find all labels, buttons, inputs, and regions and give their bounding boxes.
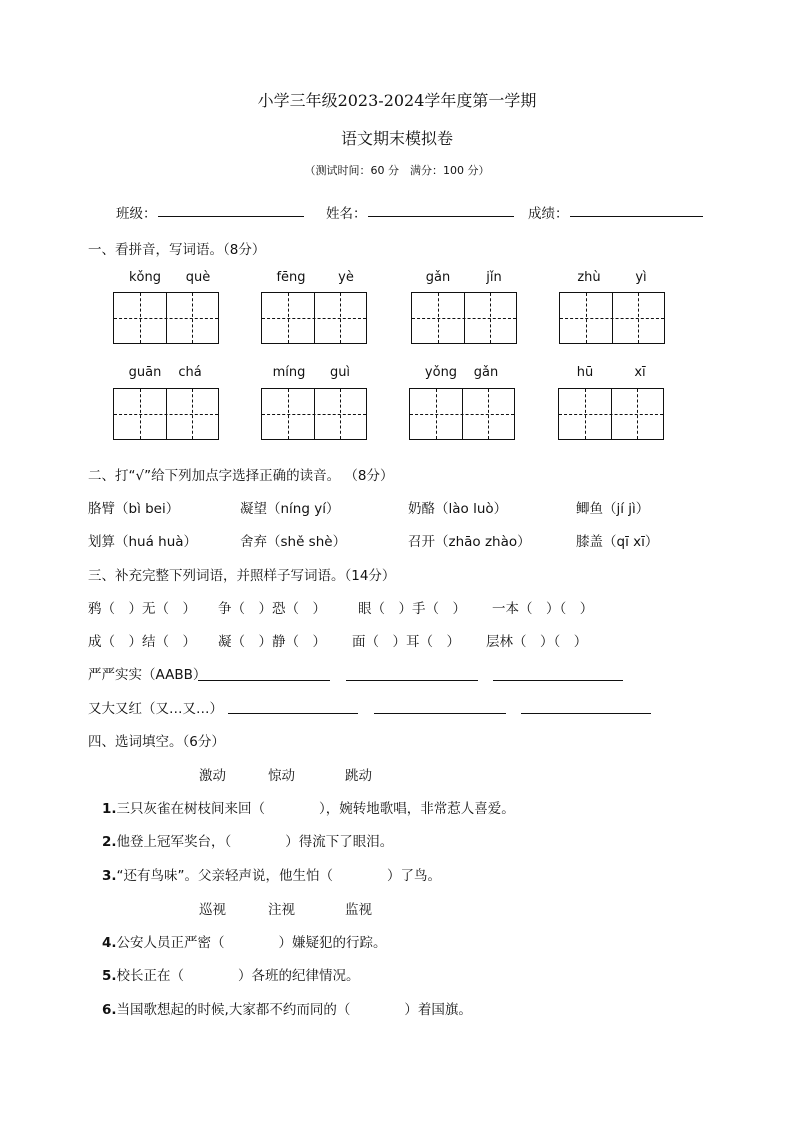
class-label: 班级： bbox=[116, 206, 157, 222]
pinyin-label: jǐn bbox=[486, 270, 502, 285]
pronunciation-item[interactable]: 鲫鱼（jí jì） bbox=[576, 501, 650, 517]
idiom-item[interactable]: 凝（ ）静（ ） bbox=[218, 634, 326, 650]
page-title: 小学三年级2023-2024学年度第一学期 bbox=[257, 91, 537, 110]
pinyin-label: guān bbox=[128, 365, 162, 380]
idiom-item[interactable]: 争（ ）恐（ ） bbox=[218, 601, 326, 617]
pinyin-label: xī bbox=[634, 365, 646, 380]
writing-grid[interactable] bbox=[411, 292, 517, 344]
question-text: 当国歌想起的时候,大家都不约而同的（ ）着国旗。 bbox=[116, 1002, 472, 1018]
question-number: 1. bbox=[102, 801, 117, 817]
pinyin-label: yǒng bbox=[424, 365, 458, 380]
example-youyou-label: 又大又红（又…又…） bbox=[88, 701, 223, 717]
writing-grid[interactable] bbox=[558, 388, 664, 440]
writing-grid[interactable] bbox=[261, 388, 367, 440]
pronunciation-item[interactable]: 膝盖（qī xī） bbox=[576, 534, 659, 550]
section1-heading: 一、看拼音，写词语。（8分） bbox=[88, 242, 266, 258]
idiom-item[interactable]: 眼（ ）手（ ） bbox=[358, 601, 466, 617]
name-label: 姓名： bbox=[326, 206, 367, 222]
question-text: “还有鸟味”。父亲轻声说，他生怕（ ）了鸟。 bbox=[116, 868, 442, 884]
pinyin-label: yì bbox=[635, 270, 647, 285]
pronunciation-item[interactable]: 凝望（níng yí） bbox=[240, 501, 340, 517]
answer-blank[interactable] bbox=[198, 680, 330, 681]
word-choice: 激动 bbox=[199, 768, 226, 784]
answer-blank[interactable] bbox=[493, 680, 623, 681]
pronunciation-item[interactable]: 召开（zhāo zhào） bbox=[408, 534, 531, 550]
idiom-item[interactable]: 层林（ ）（ ） bbox=[486, 634, 588, 650]
pronunciation-item[interactable]: 划算（huá huà） bbox=[88, 534, 198, 550]
question-item[interactable] bbox=[102, 830, 393, 850]
question-item[interactable] bbox=[102, 864, 441, 884]
page-subtitle: 语文期末模拟卷 bbox=[340, 129, 453, 148]
pinyin-label: zhù bbox=[577, 270, 601, 285]
class-blank[interactable] bbox=[158, 216, 304, 217]
section3-heading: 三、补充完整下列词语，并照样子写词语。（14分） bbox=[88, 568, 396, 584]
pinyin-label: gǎn bbox=[473, 365, 499, 380]
pinyin-label: míng bbox=[272, 365, 306, 380]
pinyin-label: kǒng bbox=[129, 270, 161, 285]
name-blank[interactable] bbox=[368, 216, 514, 217]
writing-grid[interactable] bbox=[559, 292, 665, 344]
exam-note: （测试时间：60 分 满分：100 分） bbox=[304, 164, 490, 177]
pronunciation-item[interactable]: 舍弃（shě shè） bbox=[240, 534, 347, 550]
idiom-item[interactable]: 面（ ）耳（ ） bbox=[352, 634, 460, 650]
pinyin-label: fēng bbox=[276, 270, 306, 285]
word-choice: 惊动 bbox=[268, 768, 295, 784]
writing-grid[interactable] bbox=[113, 388, 219, 440]
pinyin-label: guì bbox=[329, 365, 351, 380]
question-item[interactable] bbox=[102, 964, 360, 984]
question-number: 5. bbox=[102, 968, 117, 984]
pinyin-label: chá bbox=[178, 365, 202, 380]
pinyin-label: yè bbox=[338, 270, 354, 285]
section2-heading: 二、打“√”给下列加点字选择正确的读音。 （8分） bbox=[88, 468, 394, 484]
question-item[interactable] bbox=[102, 931, 387, 951]
question-item[interactable] bbox=[102, 998, 472, 1018]
word-choice: 跳动 bbox=[345, 768, 372, 784]
writing-grid[interactable] bbox=[113, 292, 219, 344]
section4-heading: 四、选词填空。（6分） bbox=[88, 734, 225, 750]
pronunciation-item[interactable]: 胳臂（bì bei） bbox=[88, 501, 180, 517]
answer-blank[interactable] bbox=[521, 713, 651, 714]
score-label: 成绩： bbox=[528, 206, 569, 222]
question-text: 校长正在（ ）各班的纪律情况。 bbox=[116, 968, 360, 984]
question-number: 2. bbox=[102, 834, 117, 850]
question-number: 4. bbox=[102, 935, 117, 951]
pronunciation-item[interactable]: 奶酪（lào luò） bbox=[408, 501, 508, 517]
answer-blank[interactable] bbox=[228, 713, 358, 714]
pinyin-label: hū bbox=[576, 365, 594, 380]
question-number: 6. bbox=[102, 1002, 117, 1018]
word-choice: 注视 bbox=[268, 902, 295, 918]
answer-blank[interactable] bbox=[346, 680, 478, 681]
question-text: 公安人员正严密（ ）嫌疑犯的行踪。 bbox=[116, 935, 387, 951]
answer-blank[interactable] bbox=[374, 713, 506, 714]
word-choice: 巡视 bbox=[199, 902, 226, 918]
word-choice: 监视 bbox=[345, 902, 372, 918]
question-text: 三只灰雀在树枝间来回（ ），婉转地歌唱，非常惹人喜爱。 bbox=[116, 801, 515, 817]
question-item[interactable] bbox=[102, 797, 515, 817]
idiom-item[interactable]: 鸦（ ）无（ ） bbox=[88, 601, 196, 617]
question-number: 3. bbox=[102, 868, 117, 884]
idiom-item[interactable]: 成（ ）结（ ） bbox=[88, 634, 196, 650]
writing-grid[interactable] bbox=[409, 388, 515, 440]
score-blank[interactable] bbox=[570, 216, 703, 217]
writing-grid[interactable] bbox=[261, 292, 367, 344]
pinyin-label: gǎn bbox=[425, 270, 451, 285]
question-text: 他登上冠军奖台，（ ）得流下了眼泪。 bbox=[116, 834, 394, 850]
idiom-item[interactable]: 一本（ ）（ ） bbox=[492, 601, 594, 617]
pinyin-label: què bbox=[185, 270, 211, 285]
example-aabb-label: 严严实实（AABB） bbox=[88, 667, 207, 683]
